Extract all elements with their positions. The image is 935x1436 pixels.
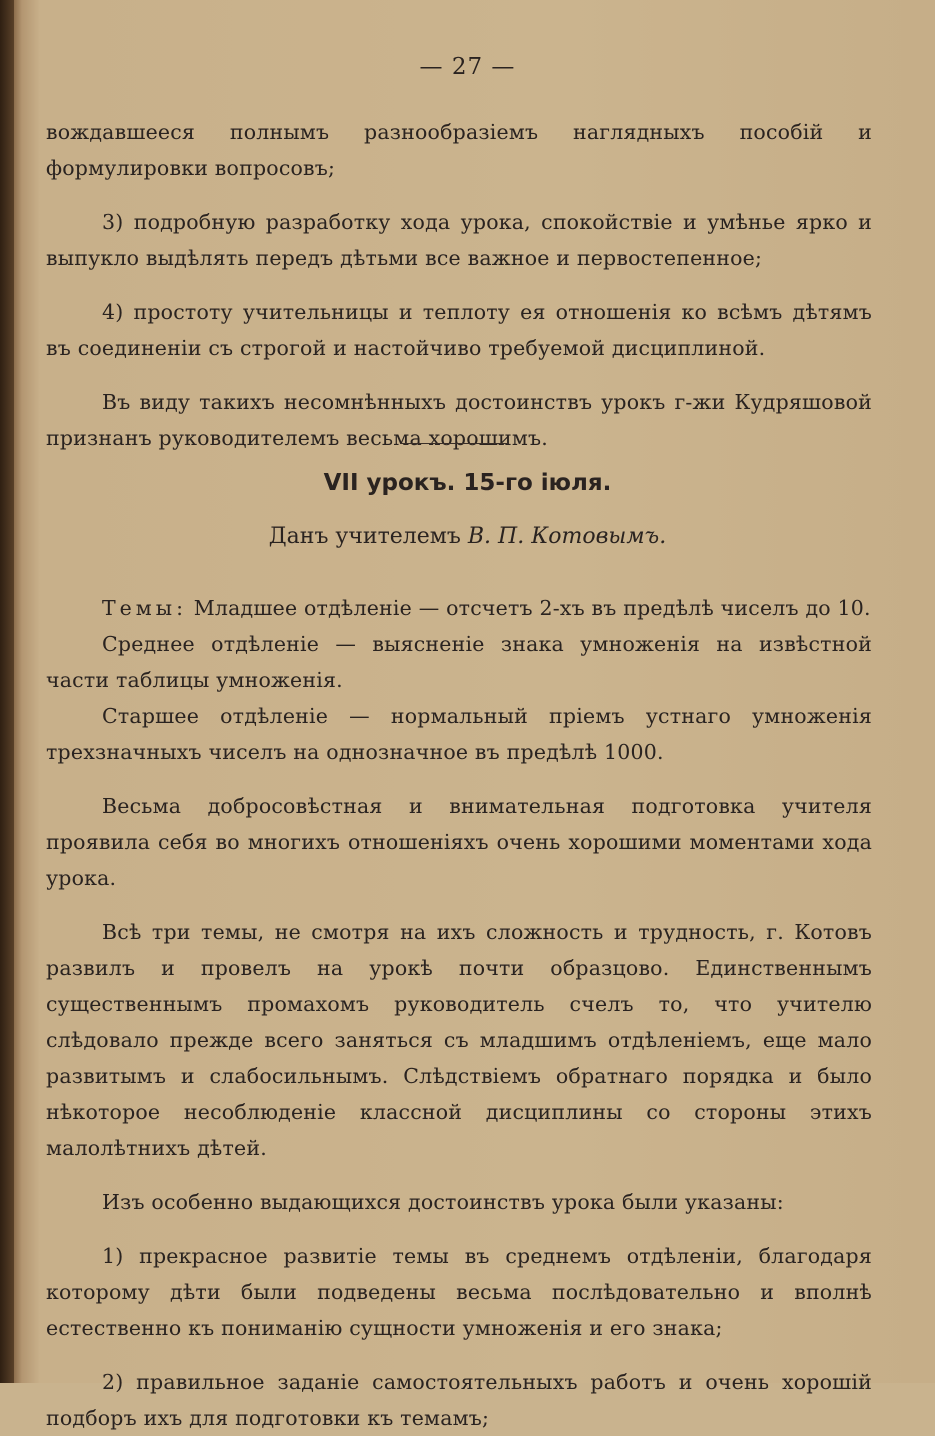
paragraph-preparation: Весьма добросовѣстная и внимательная подготовка учителя проявила себя во многихъ отношеніяхъ очень хорошими моментами хода урока. [46, 794, 872, 890]
page-number: — 27 — [419, 54, 516, 80]
paragraph-item-3: 3) подробную разработку хода урока, спокойствіе и умѣнье ярко и выпукло выдѣлять передъ дѣтьми все важное и первостепенное; [46, 210, 872, 270]
paragraph-conclusion: Въ виду такихъ несомнѣнныхъ достоинствъ урокъ г-жи Кудряшовой признанъ руководителемъ весьма хорошимъ. [46, 390, 872, 450]
book-spine [0, 0, 14, 1383]
paragraph-continuation: вождавшееся полнымъ разнообразіемъ наглядныхъ пособій и формулировки вопросовъ; [46, 120, 872, 180]
byline [0, 524, 935, 549]
theme-junior-text: Младшее отдѣленіе — отсчетъ 2-хъ въ предѣлѣ чиселъ до 10. [193, 596, 871, 620]
section-heading: VII урокъ. 15-го іюля. [323, 470, 612, 496]
theme-junior [46, 590, 872, 626]
themes-label: Темы: [102, 596, 187, 620]
paragraph-item-4: 4) простоту учительницы и теплоту ея отношенія ко всѣмъ дѣтямъ въ соединеніи съ строгой и настойчиво требуемой дисциплиной. [46, 300, 872, 360]
section-divider [400, 443, 508, 444]
byline-prefix: Данъ учителемъ [268, 524, 461, 549]
byline-author: В. П. Котовымъ. [467, 524, 667, 549]
theme-middle: Среднее отдѣленіе — выясненіе знака умноженія на извѣстной части таблицы умноженія. [46, 632, 872, 692]
theme-senior: Старшее отдѣленіе — нормальный пріемъ устнаго умноженія трехзначныхъ чиселъ на однозначное въ предѣлѣ 1000. [46, 704, 872, 764]
paragraph-merit-1: 1) прекрасное развитіе темы въ среднемъ отдѣленіи, благодаря которому дѣти были подведены весьма послѣдовательно и вполнѣ естественно къ пониманію сущности умноженія и его знака; [46, 1244, 872, 1340]
paragraph-themes-assessment: Всѣ три темы, не смотря на ихъ сложность и трудность, г. Котовъ развилъ и провелъ на урокѣ почти образцово. Единственнымъ существеннымъ промахомъ руководитель счелъ то, что учителю слѣдовало прежде всего заняться съ младшимъ отдѣленіемъ, еще мало развитымъ и слабосильнымъ. Слѣдствіемъ обратнаго порядка и было нѣкоторое несоблюденіе классной дисциплины со стороны этихъ малолѣтнихъ дѣтей. [46, 920, 872, 1160]
paragraph-merit-2: 2) правильное заданіе самостоятельныхъ работъ и очень хорошій подборъ ихъ для подготовки къ темамъ; [46, 1370, 872, 1430]
paragraph-merits-intro: Изъ особенно выдающихся достоинствъ урока были указаны: [102, 1190, 784, 1214]
lesson-section [46, 590, 872, 1436]
top-section [46, 114, 872, 456]
